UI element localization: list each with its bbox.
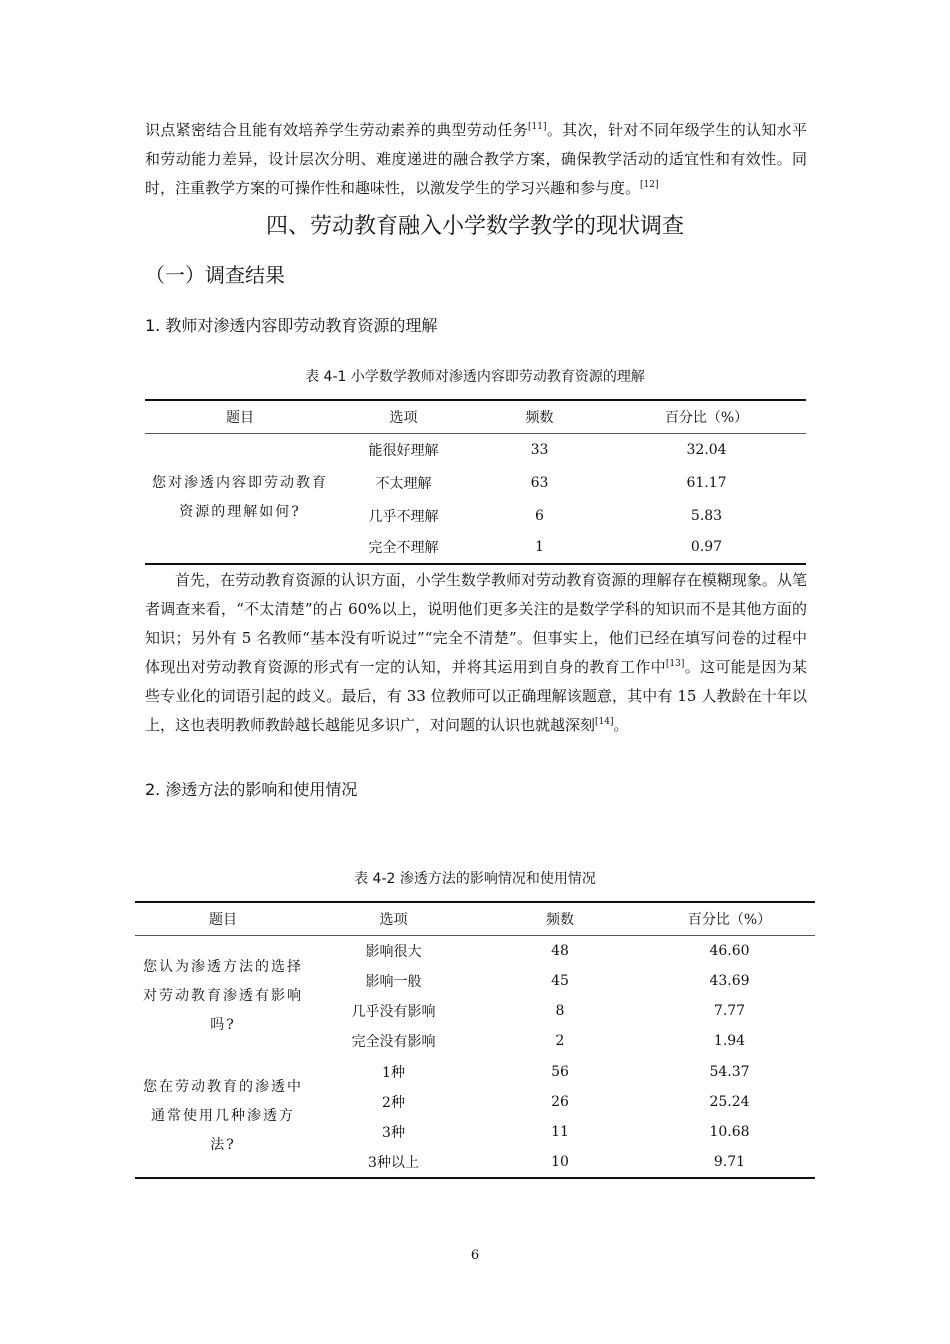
option-cell: 完全不理解	[368, 540, 439, 556]
option-cell: 影响很大	[365, 943, 422, 960]
frequency-cell: 33	[530, 442, 549, 459]
option-cell: 能很好理解	[368, 443, 439, 460]
percentage-cell: 25.24	[709, 1093, 750, 1110]
frequency-cell: 26	[551, 1093, 569, 1110]
intro-paragraph: 识点紧密结合且能有效培养学生劳动素养的典型劳动任务[11]。其次，针对不同年级学生的认知水平和劳动能力差异，设计层次分明、难度递进的融合教学方案，确保教学活动的适宜性和有效性。同时，注重教学方案的可操作性和趣味性，以激发学生的学习兴趣和参与度。[12]	[145, 121, 807, 197]
table1-caption: 表 4-1 小学数学教师对渗透内容即劳动教育资源的理解	[305, 369, 645, 385]
percentage-cell: 54.37	[709, 1063, 750, 1080]
page-number: 6	[470, 1248, 480, 1263]
frequency-cell: 63	[530, 475, 549, 491]
header-option: 选项	[311, 902, 476, 936]
option-cell: 2种	[382, 1094, 405, 1111]
frequency-cell: 56	[551, 1063, 569, 1080]
header-question: 题目	[145, 400, 335, 434]
heading-teacher-understanding: 1. 教师对渗透内容即劳动教育资源的理解	[145, 316, 438, 335]
option-cell: 不太理解	[375, 476, 432, 492]
percentage-cell: 46.60	[709, 942, 750, 959]
frequency-cell: 11	[551, 1123, 569, 1140]
percentage-cell: 32.04	[686, 442, 727, 459]
table2-caption: 表 4-2 渗透方法的影响情况和使用情况	[354, 871, 596, 887]
table-row	[135, 936, 815, 966]
table-row	[135, 1057, 815, 1087]
percentage-cell: 10.68	[709, 1123, 750, 1140]
percentage-cell: 61.17	[686, 475, 727, 491]
option-cell: 几乎不理解	[368, 508, 439, 525]
frequency-cell: 48	[551, 942, 569, 959]
percentage-cell: 5.83	[690, 507, 723, 524]
table-header-row	[135, 902, 815, 936]
option-cell: 影响一般	[365, 973, 422, 990]
citation: [14]	[595, 717, 614, 727]
header-frequency: 频数	[476, 902, 644, 936]
percentage-cell: 9.71	[713, 1153, 746, 1170]
citation: [11]	[528, 122, 547, 132]
citation: [13]	[665, 659, 685, 669]
header-question: 题目	[135, 902, 311, 936]
option-cell: 3种以上	[368, 1154, 419, 1171]
frequency-cell: 45	[551, 972, 569, 989]
frequency-cell: 8	[555, 1002, 565, 1019]
option-cell: 几乎没有影响	[351, 1003, 436, 1020]
question-cell: 您在劳动教育的渗透中通常使用几种渗透方法?	[143, 1079, 303, 1153]
table-4-2	[135, 901, 815, 1179]
section-title: 四、劳动教育融入小学数学教学的现状调查	[265, 214, 684, 239]
subsection-title: （一）调查结果	[145, 263, 285, 287]
percentage-cell: 0.97	[690, 539, 723, 555]
analysis-paragraph: 首先，在劳动教育资源的认识方面，小学生数学教师对劳动教育资源的理解存在模糊现象。从笔者调查来看，“不太清楚”的占 60%以上，说明他们更多关注的是数学学科的知识而不是其他方面的知识；另外有 5 名教师“基本没有听说过”“完全不清楚”。但事实上，他们已经在填写问卷的过程中体现出对劳动教育资源的形式有一定的认知，并将其运用到自身的教育工作中[13]。这可能是因为某些专业化的词语引起的歧义。最后，有 33 位教师可以正确理解该题意，其中有 15 人教龄在十年以上，这也表明教师教龄越长越能见多识广，对问题的认识也就越深刻[14]。	[145, 571, 807, 734]
question-cell: 您对渗透内容即劳动教育资源的理解如何?	[152, 475, 328, 521]
option-cell: 1种	[382, 1064, 405, 1081]
frequency-cell: 1	[535, 539, 544, 555]
table-4-1	[145, 399, 806, 565]
frequency-cell: 10	[551, 1153, 569, 1170]
percentage-cell: 7.77	[713, 1002, 746, 1019]
citation: [12]	[640, 180, 659, 190]
header-percentage: 百分比（%）	[607, 400, 806, 434]
percentage-cell: 1.94	[713, 1033, 746, 1049]
header-percentage: 百分比（%）	[644, 902, 815, 936]
frequency-cell: 2	[555, 1033, 565, 1049]
question-cell: 您认为渗透方法的选择对劳动教育渗透有影响吗?	[143, 958, 303, 1033]
header-option: 选项	[335, 400, 472, 434]
header-frequency: 频数	[472, 400, 607, 434]
option-cell: 完全没有影响	[351, 1034, 436, 1050]
heading-method-usage: 2. 渗透方法的影响和使用情况	[145, 780, 358, 799]
option-cell: 3种	[382, 1124, 405, 1141]
frequency-cell: 6	[535, 507, 544, 524]
percentage-cell: 43.69	[709, 972, 750, 989]
table-row	[145, 434, 806, 467]
table-header-row	[145, 400, 806, 434]
